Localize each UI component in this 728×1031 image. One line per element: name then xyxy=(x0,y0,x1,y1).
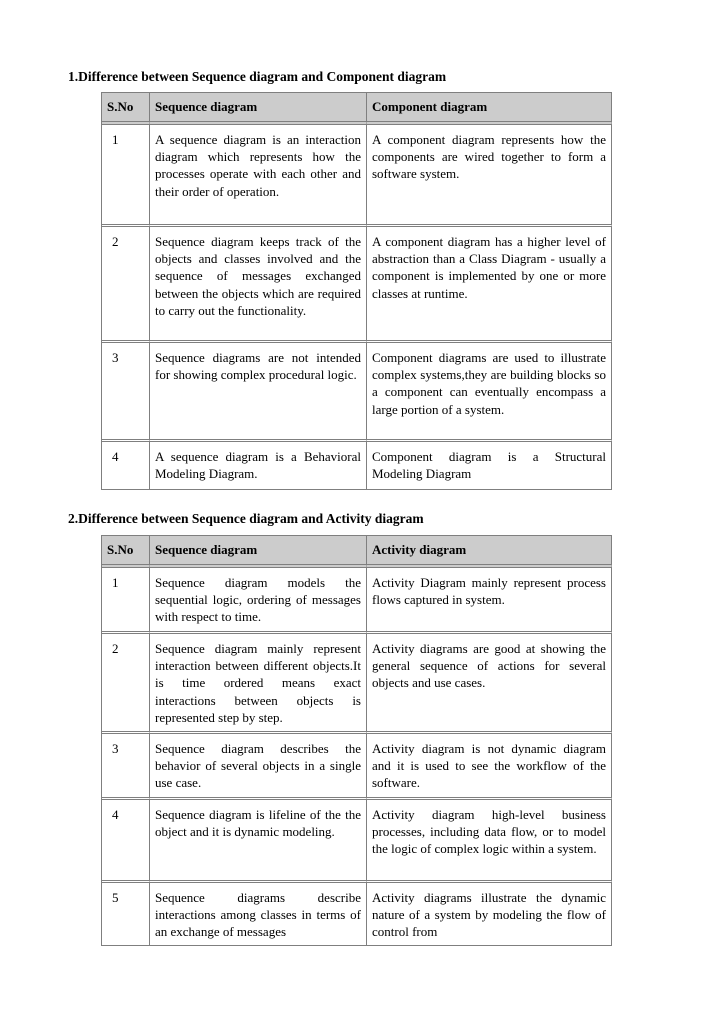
row-sno: 1 xyxy=(102,568,150,634)
comparison-table-sequence-vs-activity xyxy=(101,535,612,946)
row-sequence-text: A sequence diagram is an interaction diagram which represents how the processes operate with each other and their order of operation. xyxy=(150,125,367,227)
row-sno: 4 xyxy=(102,442,150,490)
row-sno: 2 xyxy=(102,634,150,734)
table-header-row xyxy=(102,93,612,125)
row-sno: 5 xyxy=(102,883,150,946)
table-row xyxy=(102,634,612,734)
row-activity-text: Activity diagram high-level business processes, including data flow, or to model the logic of complex logic within a system. xyxy=(367,800,612,883)
row-component-text: A component diagram represents how the components are wired together to form a software system. xyxy=(367,125,612,227)
table-row xyxy=(102,568,612,634)
row-sequence-text: Sequence diagram is lifeline of the the object and it is dynamic modeling. xyxy=(150,800,367,883)
row-activity-text: Activity diagrams are good at showing the general sequence of actions for several objects and use cases. xyxy=(367,634,612,734)
row-sequence-text: Sequence diagram keeps track of the objects and classes involved and the sequence of messages exchanged between the objects which are required to carry out the functionality. xyxy=(150,227,367,343)
row-activity-text: Activity diagram is not dynamic diagram and it is used to see the workflow of the software. xyxy=(367,734,612,800)
row-activity-text: Activity diagrams illustrate the dynamic nature of a system by modeling the flow of control from xyxy=(367,883,612,946)
row-sno: 1 xyxy=(102,125,150,227)
row-activity-text: Activity Diagram mainly represent process flows captured in system. xyxy=(367,568,612,634)
row-component-text: Component diagram is a Structural Modeling Diagram xyxy=(367,442,612,490)
row-sno: 4 xyxy=(102,800,150,883)
table-header-row xyxy=(102,536,612,568)
table-row xyxy=(102,125,612,227)
row-sequence-text: Sequence diagrams describe interactions among classes in terms of an exchange of messages xyxy=(150,883,367,946)
column-header-sno: S.No xyxy=(102,536,150,568)
column-header-sno: S.No xyxy=(102,93,150,125)
row-sno: 3 xyxy=(102,343,150,442)
column-header-component-diagram: Component diagram xyxy=(367,93,612,125)
column-header-sequence-diagram: Sequence diagram xyxy=(150,93,367,125)
table-row xyxy=(102,343,612,442)
row-component-text: A component diagram has a higher level of abstraction than a Class Diagram - usually a component is implemented by one or more classes at runtime. xyxy=(367,227,612,343)
row-component-text: Component diagrams are used to illustrate complex systems,they are building blocks so a component can eventually encompass a large portion of a system. xyxy=(367,343,612,442)
comparison-table-sequence-vs-component xyxy=(101,92,612,490)
table-row xyxy=(102,734,612,800)
section-title-sequence-vs-component: 1.Difference between Sequence diagram and Component diagram xyxy=(68,69,447,84)
section-title-sequence-vs-activity: 2.Difference between Sequence diagram and Activity diagram xyxy=(68,511,424,526)
row-sequence-text: A sequence diagram is a Behavioral Modeling Diagram. xyxy=(150,442,367,490)
row-sequence-text: Sequence diagram describes the behavior of several objects in a single use case. xyxy=(150,734,367,800)
table-row xyxy=(102,442,612,490)
table-row xyxy=(102,800,612,883)
row-sequence-text: Sequence diagrams are not intended for showing complex procedural logic. xyxy=(150,343,367,442)
row-sequence-text: Sequence diagram mainly represent interaction between different objects.It is time ordered means exact interactions between objects is represented step by step. xyxy=(150,634,367,734)
row-sno: 3 xyxy=(102,734,150,800)
table-row xyxy=(102,227,612,343)
table-row xyxy=(102,883,612,946)
column-header-activity-diagram: Activity diagram xyxy=(367,536,612,568)
row-sequence-text: Sequence diagram models the sequential logic, ordering of messages with respect to time. xyxy=(150,568,367,634)
column-header-sequence-diagram: Sequence diagram xyxy=(150,536,367,568)
row-sno: 2 xyxy=(102,227,150,343)
